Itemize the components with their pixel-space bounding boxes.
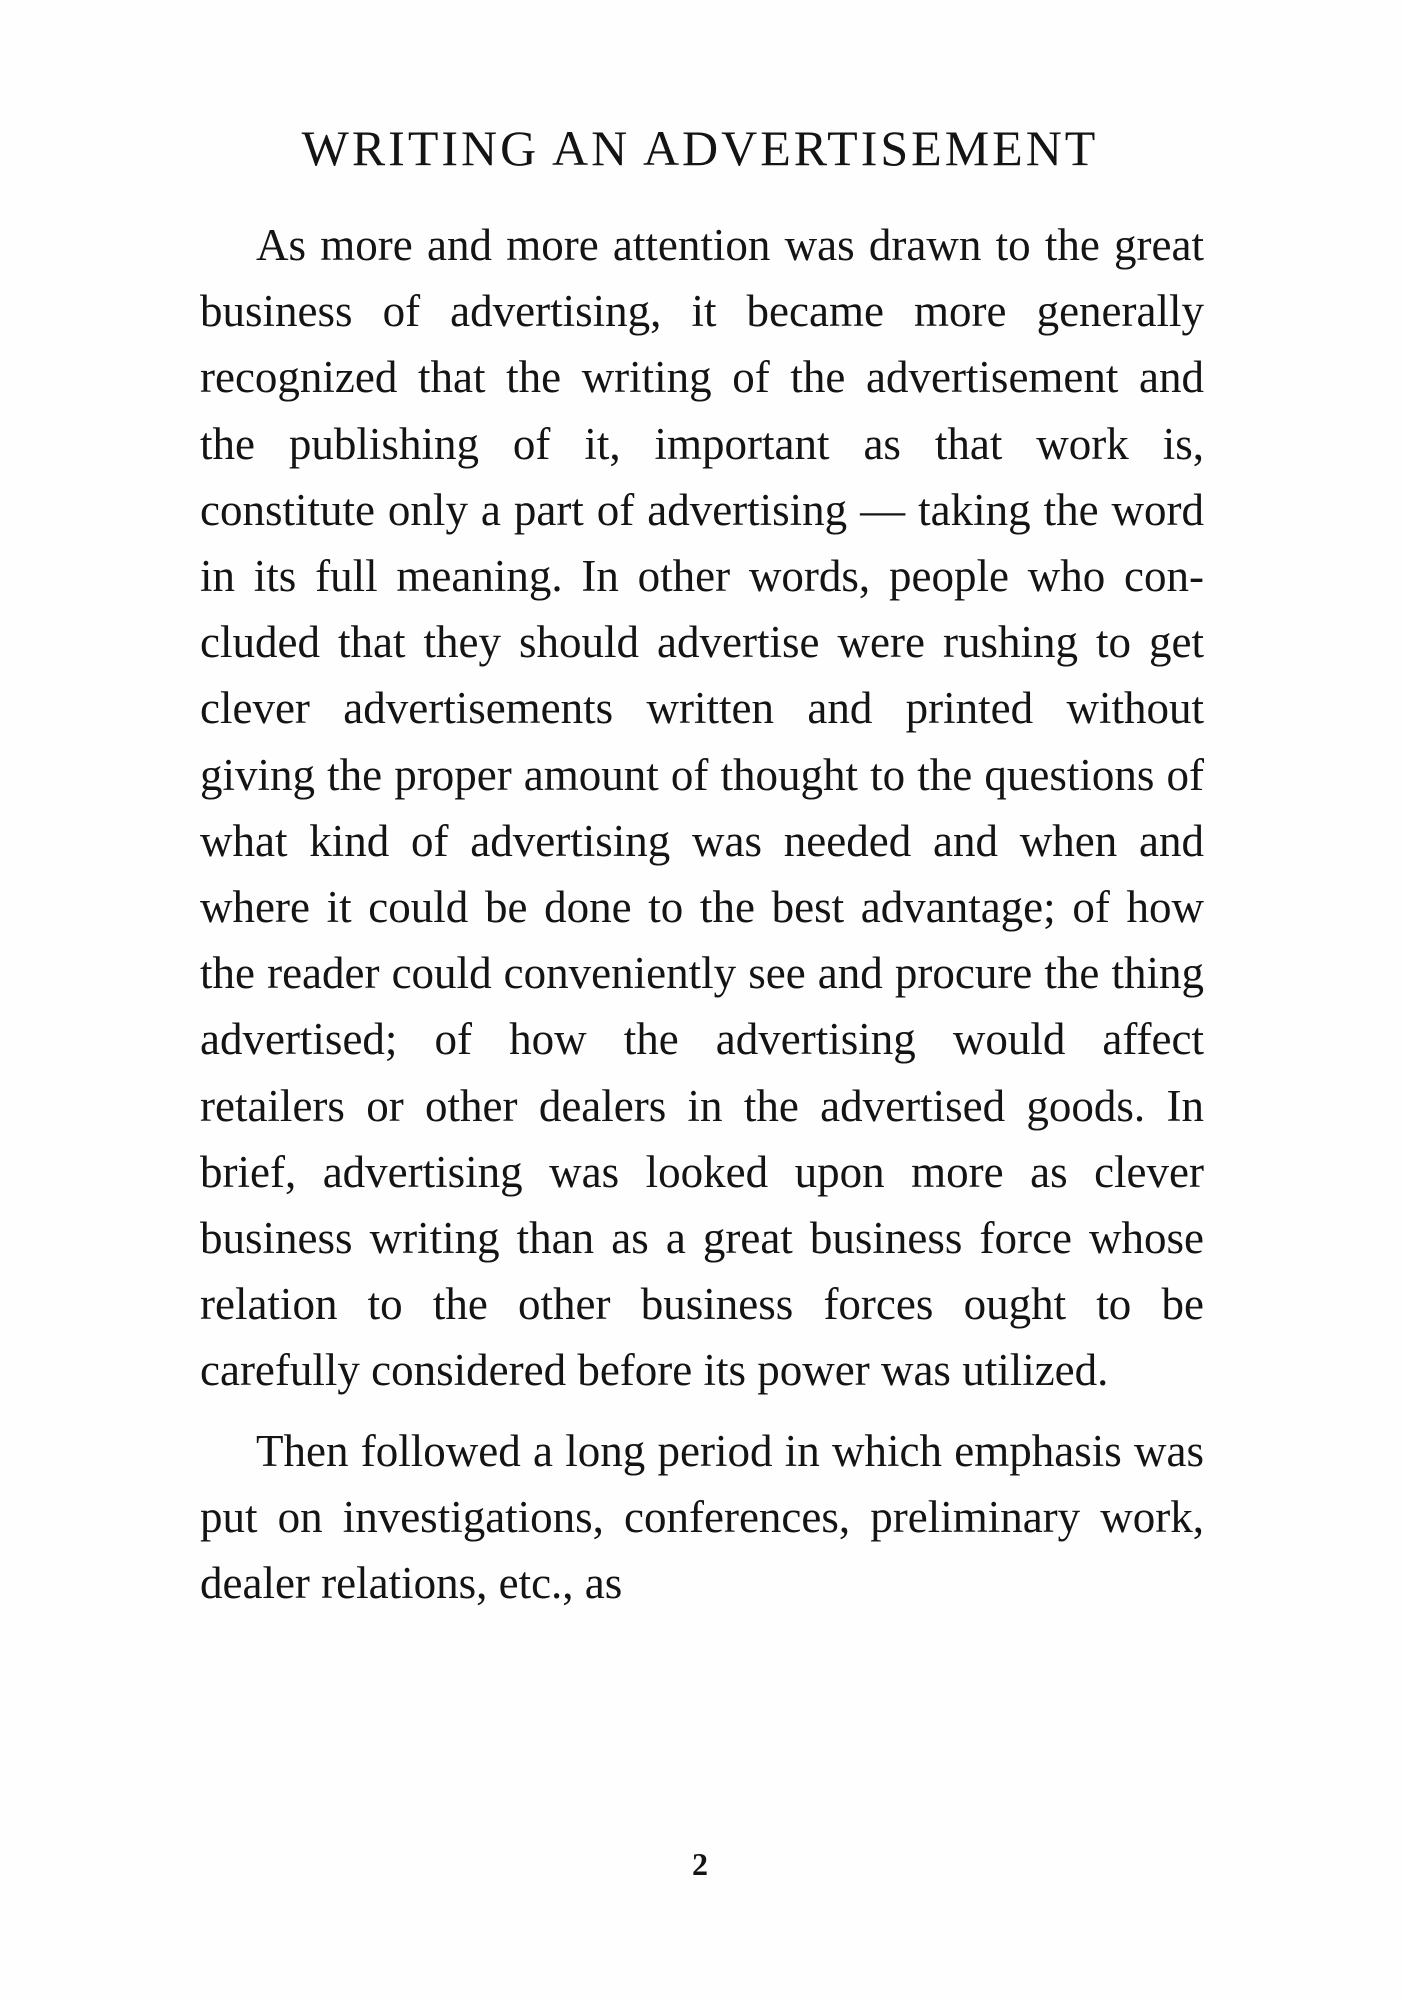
running-head: WRITING AN ADVERTISEMENT (301, 120, 1099, 176)
page-number: 2 (692, 1846, 708, 1882)
paragraph-1: As more and more attention was drawn to the great business of advertising, it became more generally recognized that the writing of the advertisement and the publishing of it, important as that work is, constitute only a part of advertising — taking the word in its full meaning. In other words, people who concluded that they should advertise were rushing to get clever advertisements written and printed without giving the proper amount of thought to the questions of what kind of advertising was needed and when and where it could be done to the best advantage; of how the reader could conveniently see and procure the thing advertised; of how the advertising would affect retailers or other dealers in the advertised goods. In brief, advertising was looked upon more as clever business writing than as a great business force whose relation to the other business forces ought to be carefully considered before its power was utilized. (200, 220, 1204, 1396)
body-text (200, 212, 1204, 1616)
paragraph-2: Then followed a long period in which emphasis was put on investigations, conferences, preliminary work, dealer relations, etc., as (200, 1425, 1204, 1609)
